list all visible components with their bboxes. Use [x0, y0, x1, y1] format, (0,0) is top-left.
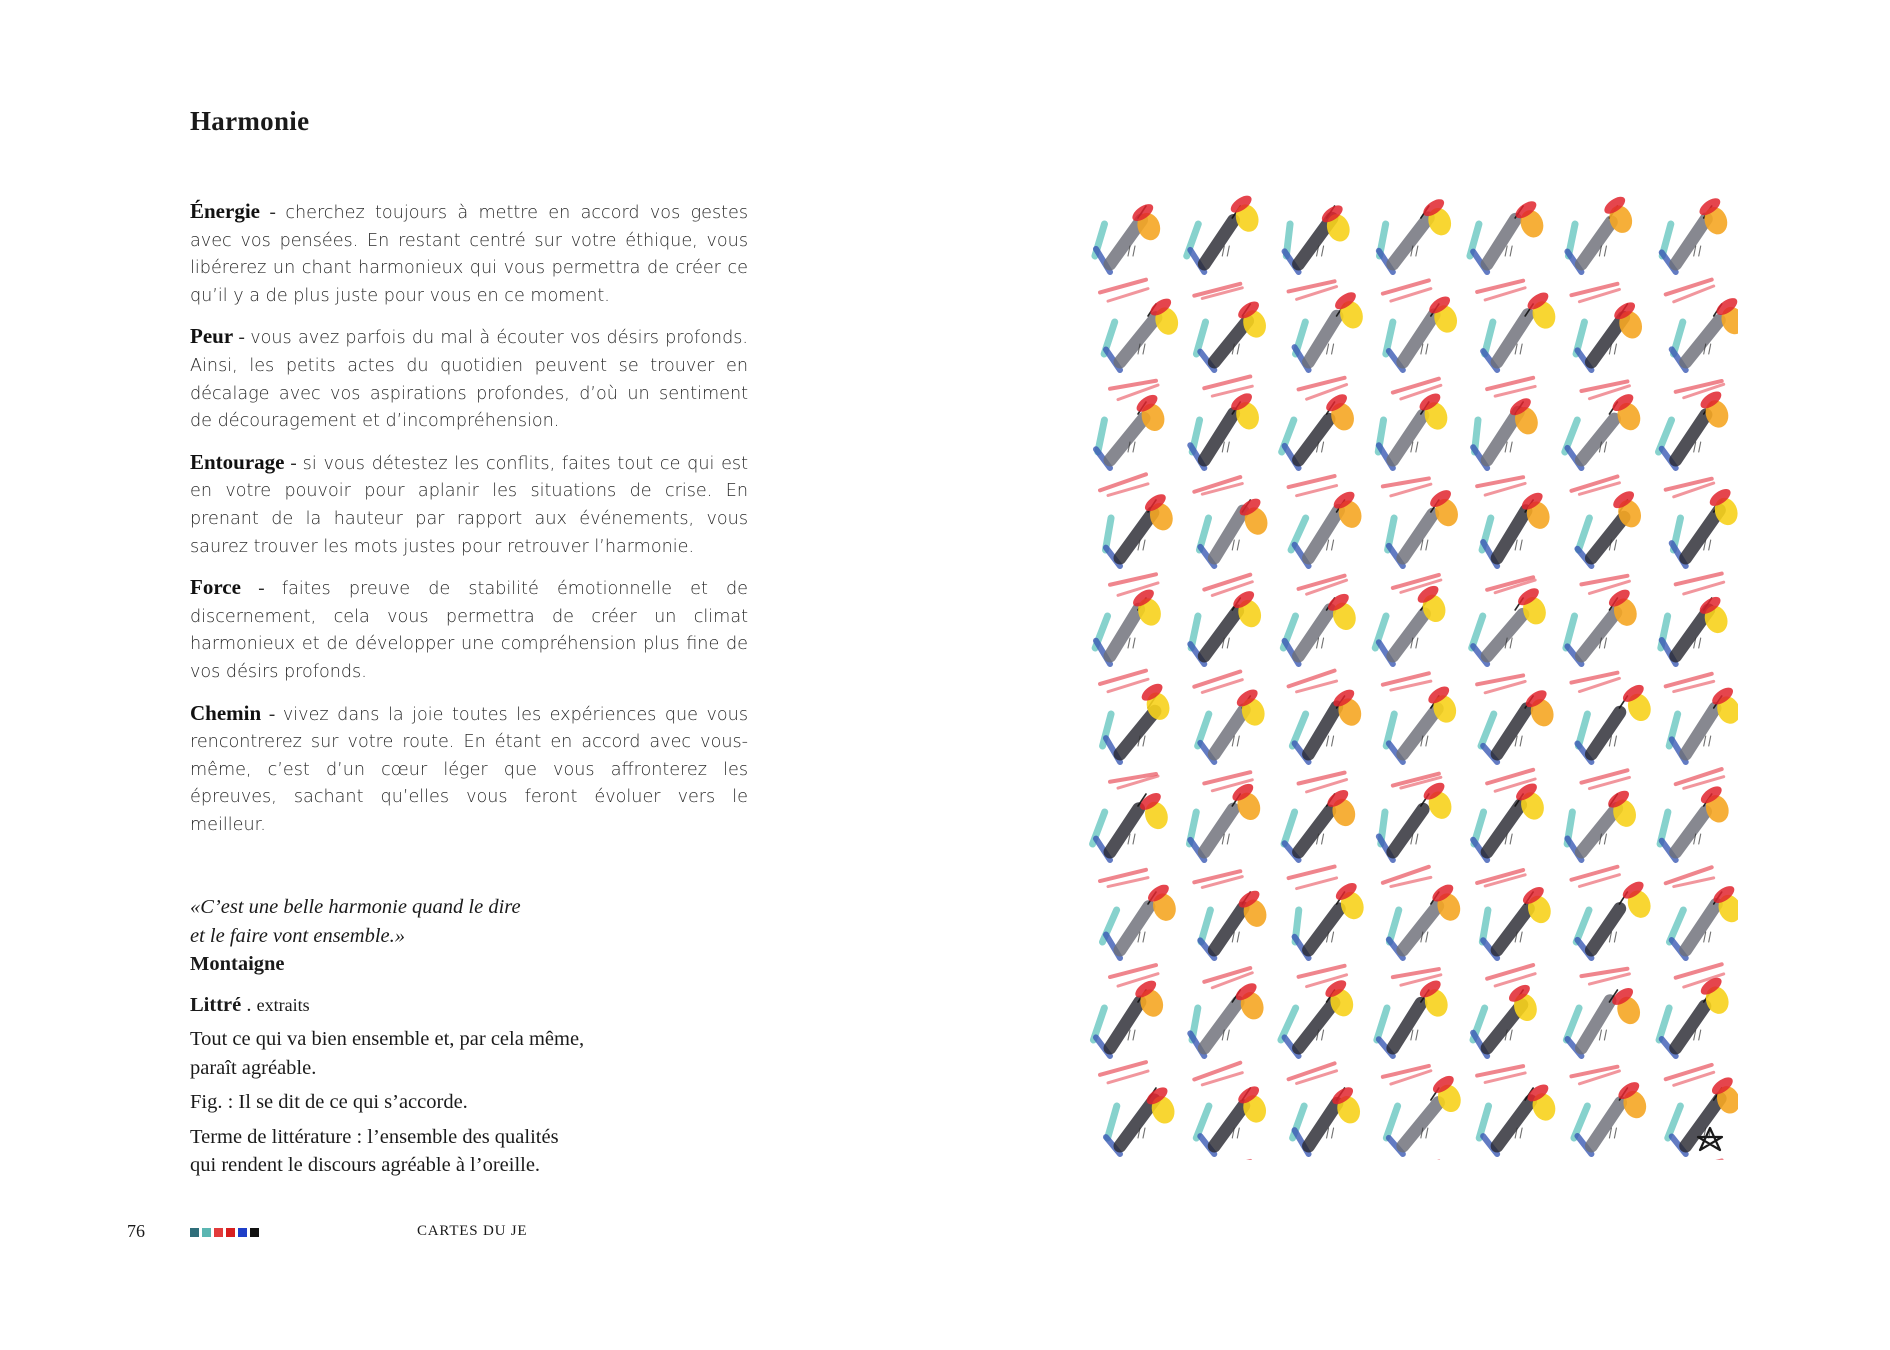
tick-mark [1704, 736, 1706, 746]
dark-brush-stroke [1309, 909, 1340, 950]
littre-separator: . [241, 993, 257, 1016]
tick-mark [1222, 442, 1224, 452]
tick-mark [1133, 638, 1135, 648]
dark-brush-stroke [1214, 908, 1243, 950]
tick-mark [1426, 736, 1428, 746]
tick-mark [1614, 736, 1616, 746]
swatch-4 [226, 1228, 235, 1237]
section-term: Peur [190, 324, 234, 349]
dark-brush-stroke [1120, 907, 1149, 950]
dark-brush-stroke [1110, 809, 1139, 852]
dark-brush-stroke [1676, 812, 1706, 852]
tick-mark [1416, 834, 1418, 844]
teal-stroke [1386, 1106, 1397, 1138]
tick-mark [1426, 932, 1428, 942]
dark-brush-stroke [1591, 317, 1623, 362]
definition-3-line-1: Terme de littérature : l’ensemble des qualités [190, 1125, 559, 1148]
dark-brush-stroke [1487, 412, 1518, 460]
section-term: Chemin [190, 700, 262, 725]
tick-mark [1709, 736, 1711, 746]
tick-mark [1510, 638, 1512, 648]
tick-mark [1699, 834, 1701, 844]
swatch-3 [214, 1228, 223, 1237]
tick-mark [1232, 540, 1234, 550]
dark-brush-stroke [1299, 811, 1330, 852]
dark-brush-stroke [1581, 613, 1615, 656]
dark-brush-stroke [1309, 510, 1339, 558]
tick-mark [1604, 1030, 1606, 1040]
dark-brush-stroke [1676, 415, 1706, 460]
definition-2: Fig. : Il se dit de ce qui s’accorde. [190, 1091, 468, 1113]
tick-mark [1237, 736, 1239, 746]
dark-brush-stroke [1676, 1006, 1705, 1048]
section-term: Force [190, 575, 241, 600]
tick-mark [1520, 344, 1522, 354]
tick-mark [1599, 1030, 1601, 1040]
tick-mark [1332, 540, 1334, 550]
dark-brush-stroke [1497, 511, 1526, 558]
tick-mark [1426, 540, 1428, 550]
tick-mark [1143, 344, 1145, 354]
tick-mark [1699, 246, 1701, 256]
tick-mark [1614, 1128, 1616, 1138]
teal-stroke [1108, 1106, 1117, 1138]
tick-mark [1515, 540, 1517, 550]
teal-stroke [1377, 1008, 1387, 1040]
teal-stroke [1485, 322, 1493, 354]
teal-stroke [1578, 714, 1587, 746]
pink-dash-stroke [1194, 1063, 1240, 1080]
tick-mark [1520, 932, 1522, 942]
pink-dash-stroke [1666, 1065, 1712, 1079]
tick-mark [1510, 834, 1512, 844]
tick-mark [1237, 344, 1239, 354]
pink-dash-stroke [1393, 379, 1439, 393]
dark-brush-stroke [1120, 1100, 1154, 1146]
section-text: si vous détestez les conflits, faites tout ce qui est en votre pouvoir pour aplanir les situations de crise. En prenant de la hauteur par rapport aux événements, vous saurez trouver les mots justes pour retrouver l’harmonie. [190, 453, 748, 557]
tick-mark [1510, 246, 1512, 256]
dark-brush-stroke [1299, 610, 1330, 656]
pink-dash-stroke [1289, 476, 1335, 487]
tick-mark [1510, 442, 1512, 452]
section-chemin [190, 700, 748, 840]
pink-dash-stroke [1194, 672, 1240, 687]
section-text: cherchez toujours à mettre en accord vos gestes avec vos pensées. En restant centré sur votre éthique, vous libérerez un chant harmonieux qui vous permettra de créer ce qu’il y a de plus juste pour vous en ce moment. [190, 203, 749, 306]
tick-mark [1327, 540, 1329, 550]
dark-brush-stroke [1393, 415, 1423, 460]
pink-dash-stroke [1676, 574, 1722, 585]
pink-dash-stroke [1194, 871, 1240, 882]
pink-dash-stroke [1297, 878, 1337, 889]
tick-mark [1614, 932, 1616, 942]
tick-mark [1604, 638, 1606, 648]
dark-brush-stroke [1393, 614, 1425, 656]
definition-3-line-2: qui rendent le discours agréable à l’oreille. [190, 1154, 541, 1176]
tick-mark [1322, 246, 1324, 256]
tick-mark [1699, 442, 1701, 452]
tick-mark [1520, 1128, 1522, 1138]
page-title: Harmonie [190, 106, 310, 136]
dark-brush-stroke [1686, 904, 1717, 950]
tick-mark [1505, 246, 1507, 256]
quote-line-2: et le faire vont ensemble.» [190, 924, 405, 947]
dark-brush-stroke [1676, 219, 1707, 264]
dark-brush-stroke [1581, 1001, 1610, 1048]
dark-brush-stroke [1393, 218, 1428, 264]
tick-mark [1143, 932, 1145, 942]
teal-stroke [1481, 714, 1494, 746]
tick-mark [1322, 442, 1324, 452]
dark-brush-stroke [1110, 609, 1139, 656]
watercolor-pattern-illustration [1078, 180, 1738, 1160]
dark-brush-stroke [1591, 517, 1624, 558]
tick-mark [1426, 344, 1428, 354]
tick-mark [1614, 344, 1616, 354]
section-term: Entourage [190, 449, 285, 474]
dark-brush-stroke [1214, 511, 1243, 558]
right-page [945, 0, 1890, 1350]
section-dash: - [233, 327, 251, 349]
tick-mark [1227, 246, 1229, 256]
pink-dash-stroke [1204, 376, 1250, 388]
section-term: Énergie [190, 199, 260, 223]
tick-mark [1416, 638, 1418, 648]
quote-and-definition [190, 893, 750, 1186]
swatch-6 [250, 1228, 259, 1237]
dark-brush-stroke [1403, 709, 1437, 754]
section-text: faites preuve de stabilité émotionnelle et de discernement, cela vous permettra de créer un climat harmonieux et de développer une compréhension plus fine de vos désirs profonds. [190, 579, 748, 682]
tick-mark [1416, 246, 1418, 256]
dark-brush-stroke [1686, 708, 1715, 754]
teal-stroke [1196, 1106, 1209, 1138]
tick-mark [1143, 736, 1145, 746]
dark-brush-stroke [1309, 1103, 1337, 1146]
dark-brush-stroke [1214, 710, 1244, 754]
dark-brush-stroke [1487, 614, 1523, 656]
tick-mark [1604, 246, 1606, 256]
dark-brush-stroke [1110, 220, 1142, 264]
tick-mark [1322, 638, 1324, 648]
tick-mark [1322, 1030, 1324, 1040]
teal-stroke [1201, 910, 1210, 942]
tick-mark [1327, 344, 1329, 354]
page-number: 76 [127, 1221, 145, 1241]
dark-brush-stroke [1497, 909, 1528, 950]
dark-brush-stroke [1204, 220, 1233, 264]
teal-stroke [1659, 1008, 1669, 1040]
dark-brush-stroke [1204, 809, 1233, 852]
tick-mark [1614, 540, 1616, 550]
dark-brush-stroke [1309, 316, 1337, 362]
dark-brush-stroke [1299, 1003, 1334, 1048]
dark-brush-stroke [1110, 1002, 1140, 1048]
tick-mark [1128, 638, 1130, 648]
dark-brush-stroke [1214, 321, 1247, 362]
dark-brush-stroke [1403, 1103, 1439, 1146]
tick-mark [1604, 442, 1606, 452]
tick-mark [1332, 344, 1334, 354]
card-meanings [190, 198, 748, 852]
section-entourage [190, 449, 748, 561]
pink-dash-stroke [1204, 575, 1250, 590]
section-dash: - [284, 452, 303, 474]
teal-stroke [1098, 420, 1105, 452]
color-swatches [190, 1228, 259, 1237]
tick-mark [1510, 1030, 1512, 1040]
dark-brush-stroke [1214, 1106, 1244, 1146]
tick-mark [1416, 442, 1418, 452]
dark-brush-stroke [1120, 711, 1155, 754]
tick-mark [1411, 1030, 1413, 1040]
teal-stroke [1479, 1106, 1488, 1138]
tick-mark [1520, 736, 1522, 746]
pink-dash-stroke [1676, 769, 1722, 784]
section-energie [190, 198, 748, 310]
definition-1-line-1: Tout ce qui va bien ensemble et, par cela même, [190, 1028, 585, 1050]
dark-brush-stroke [1497, 709, 1527, 754]
dark-brush-stroke [1403, 315, 1434, 362]
tick-mark [1332, 932, 1334, 942]
tick-mark [1143, 1128, 1145, 1138]
dark-brush-stroke [1299, 419, 1329, 460]
dark-brush-stroke [1403, 514, 1433, 558]
tick-mark [1143, 540, 1145, 550]
teal-stroke [1578, 518, 1589, 550]
book-title: CARTES DU JE [417, 1223, 528, 1239]
dark-brush-stroke [1309, 707, 1337, 754]
dark-brush-stroke [1591, 712, 1619, 754]
definition-1-line-2: paraît agréable. [190, 1056, 317, 1079]
pink-dash-stroke [1299, 966, 1345, 977]
dark-brush-stroke [1676, 610, 1709, 656]
tick-mark [1709, 932, 1711, 942]
teal-stroke [1574, 1106, 1587, 1138]
swatch-1 [190, 1228, 199, 1237]
dark-brush-stroke [1120, 318, 1156, 362]
tick-mark [1709, 540, 1711, 550]
dark-brush-stroke [1581, 222, 1611, 264]
littre-heading [190, 991, 750, 1020]
teal-stroke [1389, 910, 1398, 942]
tick-mark [1426, 1128, 1428, 1138]
tick-mark [1604, 834, 1606, 844]
swatch-2 [202, 1228, 211, 1237]
dark-brush-stroke [1204, 414, 1233, 460]
tick-mark [1133, 246, 1135, 256]
tick-mark [1322, 834, 1324, 844]
tick-mark [1709, 344, 1711, 354]
pink-dash-stroke [1289, 1063, 1335, 1079]
definition-3 [190, 1123, 750, 1180]
dark-brush-stroke [1581, 808, 1616, 852]
pink-dash-stroke [1495, 386, 1535, 396]
tick-mark [1237, 932, 1239, 942]
littre-label: Littré [190, 993, 242, 1016]
pink-dash-stroke [1383, 478, 1429, 486]
section-text: vivez dans la joie toutes les expériences que vous rencontrerez sur votre route. En étant en accord avec vous-même, c’est d’un cœur léger que vous affronterez les épreuves, sachant qu’elles vous feront évoluer vers le meilleur. [190, 704, 748, 835]
dark-brush-stroke [1110, 418, 1144, 460]
definition-1 [190, 1025, 750, 1082]
pink-dash-stroke [1110, 574, 1156, 584]
tick-mark [1227, 1030, 1229, 1040]
teal-stroke [1668, 1106, 1681, 1138]
tick-mark [1699, 1030, 1701, 1040]
tick-mark [1133, 442, 1135, 452]
tick-mark [1332, 736, 1334, 746]
dark-brush-stroke [1591, 1103, 1620, 1146]
tick-mark [1133, 1030, 1135, 1040]
tick-mark [1227, 834, 1229, 844]
dark-brush-stroke [1120, 513, 1153, 558]
tick-mark [1227, 638, 1229, 648]
section-dash: - [259, 202, 286, 223]
dark-brush-stroke [1204, 611, 1237, 656]
dark-brush-stroke [1393, 1003, 1421, 1048]
pink-dash-stroke [1297, 486, 1337, 496]
dark-brush-stroke [1487, 219, 1515, 264]
teal-stroke [1566, 616, 1575, 648]
pink-dash-stroke [1289, 867, 1335, 878]
tick-mark [1520, 540, 1522, 550]
pink-dash-stroke [1666, 479, 1712, 490]
pink-dash-stroke [1684, 582, 1724, 594]
dark-brush-stroke [1393, 809, 1423, 852]
section-text: vous avez parfois du mal à écouter vos désirs profonds. Ainsi, les petits actes du quotidien peuvent se trouver en décalage avec vos aspirations profondes, d’où un sentiment de découragement et d’incompréhension. [190, 328, 748, 432]
section-dash: - [240, 578, 282, 600]
tick-mark [1133, 834, 1135, 844]
tick-mark [1332, 1128, 1334, 1138]
dark-brush-stroke [1686, 510, 1720, 558]
quote-line-1: «C’est une belle harmonie quand le dire [190, 896, 521, 918]
dark-brush-stroke [1497, 1101, 1531, 1146]
dark-brush-stroke [1591, 909, 1619, 950]
tick-mark [1327, 736, 1329, 746]
teal-stroke [1284, 812, 1295, 844]
section-dash: - [261, 703, 283, 725]
tick-mark [1237, 1128, 1239, 1138]
tick-mark [1227, 442, 1229, 452]
swatch-5 [238, 1228, 247, 1237]
tick-mark [1237, 540, 1239, 550]
tick-mark [1416, 1030, 1418, 1040]
dark-brush-stroke [1487, 805, 1520, 852]
section-peur [190, 323, 748, 435]
teal-stroke [1482, 910, 1488, 942]
teal-stroke [1566, 1008, 1579, 1040]
littre-extracts: extraits [256, 994, 310, 1015]
dark-brush-stroke [1403, 906, 1438, 950]
tick-mark [1699, 638, 1701, 648]
dark-brush-stroke [1686, 320, 1720, 362]
quote-author: Montaigne [190, 953, 285, 975]
dark-brush-stroke [1204, 1002, 1238, 1048]
dark-brush-stroke [1581, 419, 1614, 460]
section-force [190, 574, 748, 686]
dark-brush-stroke [1497, 315, 1528, 362]
pink-dash-stroke [1666, 280, 1712, 295]
brush-strokes [1093, 192, 1738, 1160]
